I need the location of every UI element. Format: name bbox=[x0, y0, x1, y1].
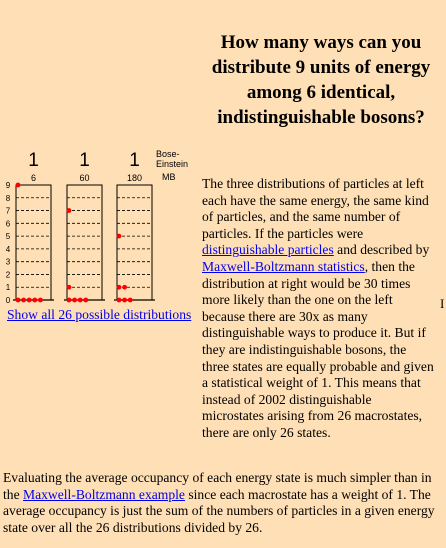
distribution-box bbox=[67, 185, 102, 300]
particle-dot bbox=[78, 298, 83, 303]
weight-label: 1 bbox=[129, 150, 140, 171]
page-title: How many ways can you distribute 9 units of energy among 6 identical, indistinguishable bosons? bbox=[211, 32, 431, 128]
multiplicity-label: 6 bbox=[30, 173, 37, 183]
multiplicity-label: 180 bbox=[126, 173, 143, 183]
maxwell-boltzmann-statistics-link[interactable]: Maxwell-Boltzmann statistics bbox=[202, 258, 365, 274]
particle-dot bbox=[122, 285, 127, 290]
distinguishable-particles-link[interactable]: distinguishable particles bbox=[202, 242, 334, 258]
occupancy-paragraph bbox=[3, 470, 444, 536]
energy-level-label: 3 bbox=[5, 257, 11, 267]
explanation-paragraph bbox=[202, 176, 434, 442]
particle-dot bbox=[16, 183, 21, 188]
legend-einstein: Einstein bbox=[156, 159, 189, 169]
multiplicity-label: 60 bbox=[79, 173, 90, 183]
energy-level-label: 1 bbox=[5, 283, 11, 293]
energy-level-label: 9 bbox=[5, 181, 11, 190]
para2-text-1: Evaluating the average occupancy of each energy state is much simpler than in the bbox=[3, 470, 432, 502]
energy-level-label: 4 bbox=[5, 244, 11, 254]
particle-dot bbox=[72, 298, 77, 303]
legend-mb: MB bbox=[162, 172, 176, 182]
distribution-box bbox=[16, 185, 51, 300]
para1-text-1: The three distributions of particles at left each have the same energy, the same kind of particles, and the same number of particles. If the particles were bbox=[202, 176, 429, 241]
para1-text-2: and described by bbox=[333, 242, 430, 258]
particle-dot bbox=[128, 298, 133, 303]
particle-dot bbox=[67, 285, 72, 290]
particle-dot bbox=[32, 298, 37, 303]
energy-level-label: 5 bbox=[5, 232, 11, 242]
particle-dot bbox=[122, 298, 127, 303]
boson-distribution-diagram bbox=[0, 140, 200, 310]
weight-label: 1 bbox=[28, 150, 39, 171]
particle-dot bbox=[83, 298, 88, 303]
particle-dot bbox=[117, 298, 122, 303]
particle-dot bbox=[27, 298, 32, 303]
maxwell-boltzmann-example-link[interactable]: Maxwell-Boltzmann example bbox=[23, 486, 185, 502]
particle-dot bbox=[117, 285, 122, 290]
legend-bose: Bose- bbox=[156, 149, 180, 159]
energy-level-label: 8 bbox=[5, 193, 11, 203]
particle-dot bbox=[117, 234, 122, 239]
para2-text-2: since each macrostate has a weight of 1. The average occupancy is just the sum of the numbers of particles in a given energy state over all the 26 distributions divided by 26. bbox=[3, 486, 435, 535]
energy-level-label: 0 bbox=[5, 296, 11, 305]
clipped-edge-text: I bbox=[440, 296, 445, 311]
particle-dot bbox=[67, 208, 72, 213]
particle-dot bbox=[67, 298, 72, 303]
energy-level-label: 7 bbox=[5, 206, 11, 216]
particle-dot bbox=[38, 298, 43, 303]
show-all-distributions-link[interactable]: Show all 26 possible distributions bbox=[7, 307, 192, 322]
weight-label: 1 bbox=[79, 150, 90, 171]
particle-dot bbox=[16, 298, 21, 303]
para1-text-3: , then the distribution at right would be 30 times more likely than the one on the left because there are 30x as many distinguishable ways to produce it. But if they are indistinguishable bosons, the three states are equally probable and given a statistical weight of 1. This means that instead of 2002 distinguishable microstates arising from 26 macrostates, there are only 26 states. bbox=[202, 258, 434, 440]
particle-dot bbox=[21, 298, 26, 303]
energy-level-label: 6 bbox=[5, 219, 11, 229]
distribution-box bbox=[117, 185, 152, 300]
energy-level-label: 2 bbox=[5, 270, 11, 280]
